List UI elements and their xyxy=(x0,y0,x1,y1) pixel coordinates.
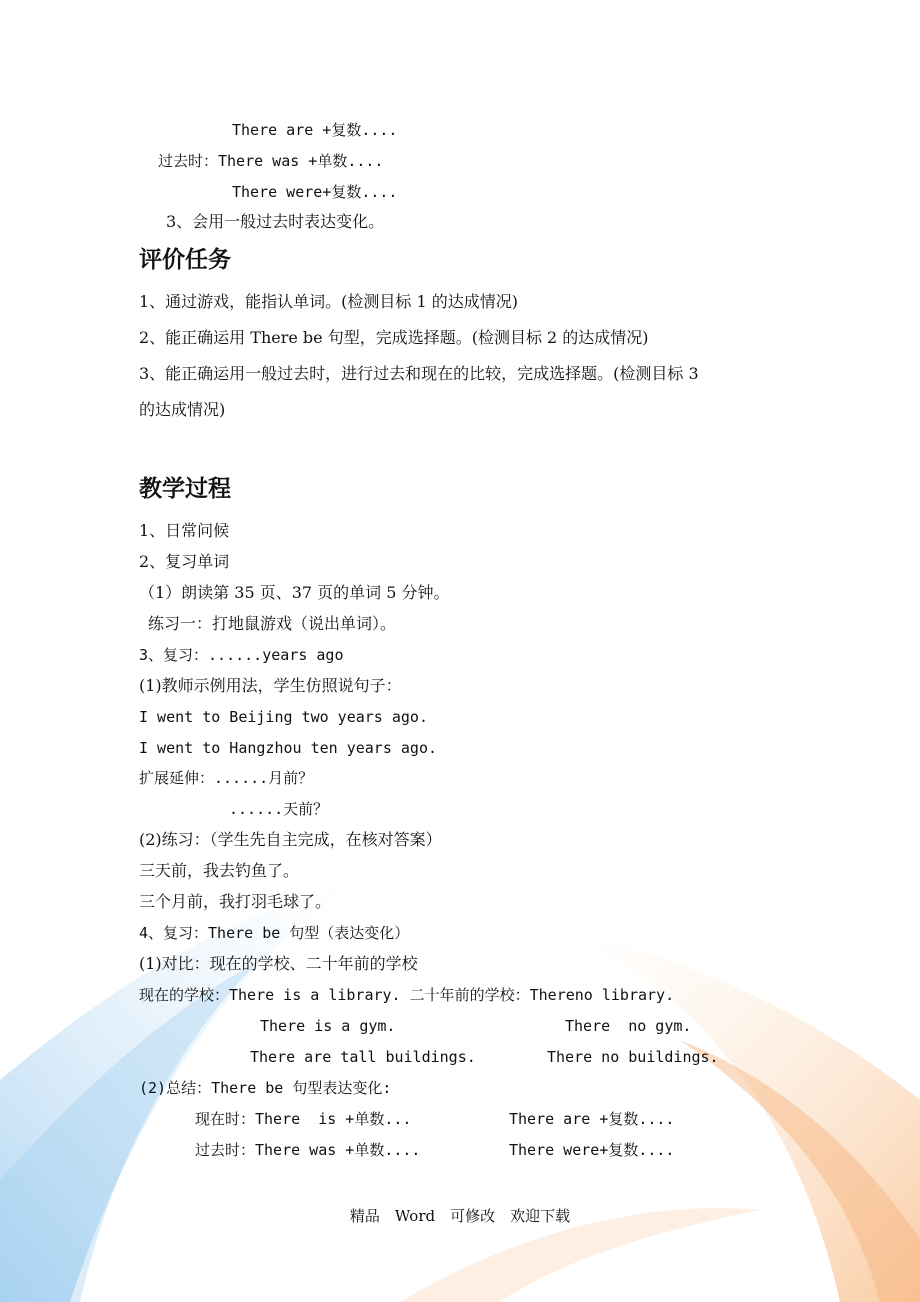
example-sentence: I went to Hangzhou ten years ago. xyxy=(139,739,438,757)
process-line: （1）朗读第 35 页、37 页的单词 5 分钟。 xyxy=(139,583,450,602)
process-line: 2、复习单词 xyxy=(139,552,230,571)
line-past-there-was xyxy=(158,151,383,171)
summary-past-plural: There were+复数.... xyxy=(509,1141,675,1159)
line-there-are-plural: There are +复数.... xyxy=(232,121,398,139)
eval-item-2: 2、能正确运用 There be 句型，完成选择题。(检测目标 2 的达成情况) xyxy=(139,328,649,347)
process-line: ......天前？ xyxy=(229,800,329,818)
practice-sentence: 三天前，我去钓鱼了。 xyxy=(139,861,300,880)
compare-past: There no gym. xyxy=(565,1017,692,1035)
process-line: 3、复习：......years ago xyxy=(139,646,344,664)
practice-sentence: 三个月前，我打羽毛球了。 xyxy=(139,892,332,911)
compare-now: There is a gym. xyxy=(260,1017,396,1035)
process-line: (1)对比：现在的学校、二十年前的学校 xyxy=(139,954,418,973)
example-sentence: I went to Beijing two years ago. xyxy=(139,708,428,726)
process-line: 练习一：打地鼠游戏（说出单词）。 xyxy=(148,614,397,633)
line-goal-3: 3、会用一般过去时表达变化。 xyxy=(166,212,385,231)
eval-item-1: 1、通过游戏，能指认单词。(检测目标 1 的达成情况) xyxy=(139,292,519,311)
compare-line: 现在的学校：There is a library. 二十年前的学校：Thereno library. xyxy=(139,986,675,1004)
page-footer: 精品 Word 可修改 欢迎下载 xyxy=(349,1207,571,1225)
eval-item-3-cont: 的达成情况) xyxy=(139,400,226,419)
heading-teaching-process: 教学过程 xyxy=(139,476,231,502)
process-line: 扩展延伸：......月前？ xyxy=(139,769,314,787)
line-there-were-plural: There were+复数.... xyxy=(232,183,398,201)
process-line: (1)教师示例用法，学生仿照说句子： xyxy=(139,676,402,695)
line-past-there-was-text: 过去时：There was +单数.... xyxy=(158,152,384,170)
heading-evaluation: 评价任务 xyxy=(139,247,231,273)
summary-past: 过去时：There was +单数.... xyxy=(195,1141,421,1159)
summary-present: 现在时：There is +单数... xyxy=(195,1110,412,1128)
compare-now: There are tall buildings. xyxy=(250,1048,476,1066)
process-line: 1、日常问候 xyxy=(139,521,230,540)
process-line: 4、复习：There be 句型（表达变化） xyxy=(139,924,410,942)
process-line: (2)总结：There be 句型表达变化: xyxy=(139,1079,392,1097)
summary-present-plural: There are +复数.... xyxy=(509,1110,675,1128)
compare-past: There no buildings. xyxy=(547,1048,719,1066)
eval-item-3: 3、能正确运用一般过去时，进行过去和现在的比较，完成选择题。(检测目标 3 xyxy=(139,364,699,383)
process-line: (2)练习：（学生先自主完成，在核对答案） xyxy=(139,830,442,849)
